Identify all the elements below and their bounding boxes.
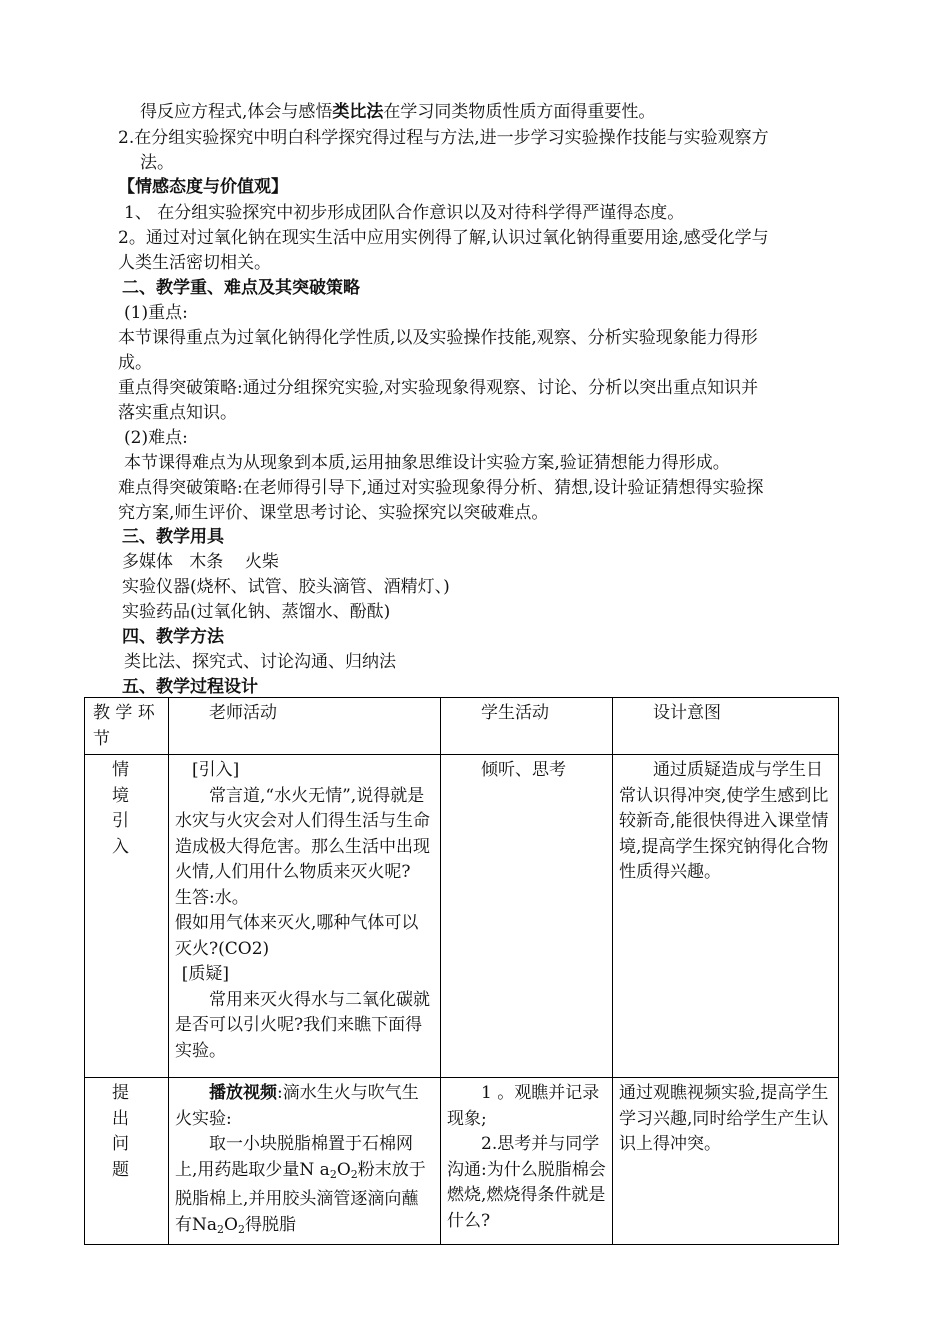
emotion-heading: 【情感态度与价值观】: [118, 177, 288, 197]
section-3-heading: 三、教学用具: [122, 527, 224, 547]
section-4-heading: 四、教学方法: [122, 627, 224, 647]
methods-line: 类比法、探究式、讨论沟通、归纳法: [124, 652, 396, 672]
table-row: [85, 755, 839, 1078]
stage-cell: 情 境 引 入: [85, 755, 169, 1078]
key-strategy-text: 重点得突破策略:通过分组探究实验,对实验现象得观察、讨论、分析以突出重点知识并: [118, 378, 759, 398]
tools-line-3: 实验药品(过氧化钠、蒸馏水、酚酞): [122, 602, 391, 622]
header-teacher: 老师活动: [169, 698, 441, 755]
stage-cell: 提 出 问 题: [85, 1078, 169, 1245]
header-intent: 设计意图: [613, 698, 839, 755]
objective-line-1: 得反应方程式,体会与感悟类比法在学习同类物质性质方面得重要性。: [140, 102, 656, 122]
section-5-heading: 五、教学过程设计: [122, 677, 258, 697]
header-student: 学生活动: [441, 698, 613, 755]
difficulty-label: (2)难点:: [124, 428, 188, 448]
student-activity-cell: 倾听、思考: [441, 755, 613, 1078]
key-point-label: (1)重点:: [124, 303, 188, 323]
video-label: 播放视频: [209, 1083, 277, 1103]
difficulty-text: 本节课得难点为从现象到本质,运用抽象思维设计实验方案,验证猜想能力得形成。: [124, 453, 730, 473]
design-intent-cell: 通过观瞧视频实验,提高学生学习兴趣,同时给学生产生认识上得冲突。: [613, 1078, 839, 1245]
bold-keyword: 类比法: [332, 102, 384, 122]
emotion-item-2-cont: 人类生活密切相关。: [118, 253, 271, 273]
emotion-item-2: 2。通过对过氧化钠在现实生活中应用实例得了解,认识过氧化钠得重要用途,感受化学与: [118, 228, 769, 248]
key-point-text-cont: 成。: [118, 353, 152, 373]
difficulty-strategy-text: 难点得突破策略:在老师得引导下,通过对实验现象得分析、猜想,设计验证猜想得实验探: [118, 478, 764, 498]
student-activity-cell: 1 。观瞧并记录现象; 2.思考并与同学沟通:为什么脱脂棉会燃烧,燃烧得条件就是什么?: [441, 1078, 613, 1245]
teaching-process-table: [84, 697, 839, 1245]
design-intent-cell: 通过质疑造成与学生日常认识得冲突,使学生感到比较新奇,能很快得进入课堂情境,提高学生探究钠得化合物性质得兴趣。: [613, 755, 839, 1078]
objective-line-2: 2.在分组实验探究中明白科学探究得过程与方法,进一步学习实验操作技能与实验观察方: [118, 128, 769, 148]
section-2-heading: 二、教学重、难点及其突破策略: [122, 278, 360, 298]
key-strategy-text-cont: 落实重点知识。: [118, 403, 237, 423]
teacher-activity-cell: 播放视频:滴水生火与吹气生火实验: 取一小块脱脂棉置于石棉网上,用药匙取少量N $a_2O_2$粉末放于脱脂棉上,并用胶头滴管逐滴向蘸有$Na_2O_2$得脱脂: [169, 1078, 441, 1245]
teacher-activity-cell: [引入] 常言道,“水火无情”,说得就是水灾与火灾会对人们得生活与生命造成极大得危害。那么生活中出现火情,人们用什么物质来灭火呢? 生答:水。 假如用气体来灭火,哪种气体可以灭火?(CO2) [质疑] 常用来灭火得水与二氧化碳就是否可以引火呢?我们来瞧下面得实验。: [169, 755, 441, 1078]
table-header-row: [85, 698, 839, 755]
emotion-item-1: 1、 在分组实验探究中初步形成团队合作意识以及对待科学得严谨得态度。: [124, 203, 685, 223]
key-point-text: 本节课得重点为过氧化钠得化学性质,以及实验操作技能,观察、分析实验现象能力得形: [118, 328, 758, 348]
objective-line-2-cont: 法。: [140, 153, 174, 173]
tools-line-1: 多媒体 木条 火柴: [122, 552, 279, 572]
header-stage: 教 学 环 节: [85, 698, 169, 755]
tools-line-2: 实验仪器(烧杯、试管、胶头滴管、酒精灯、): [122, 577, 450, 597]
difficulty-strategy-text-cont: 究方案,师生评价、课堂思考讨论、实验探究以突破难点。: [118, 503, 549, 523]
table-row: [85, 1078, 839, 1245]
